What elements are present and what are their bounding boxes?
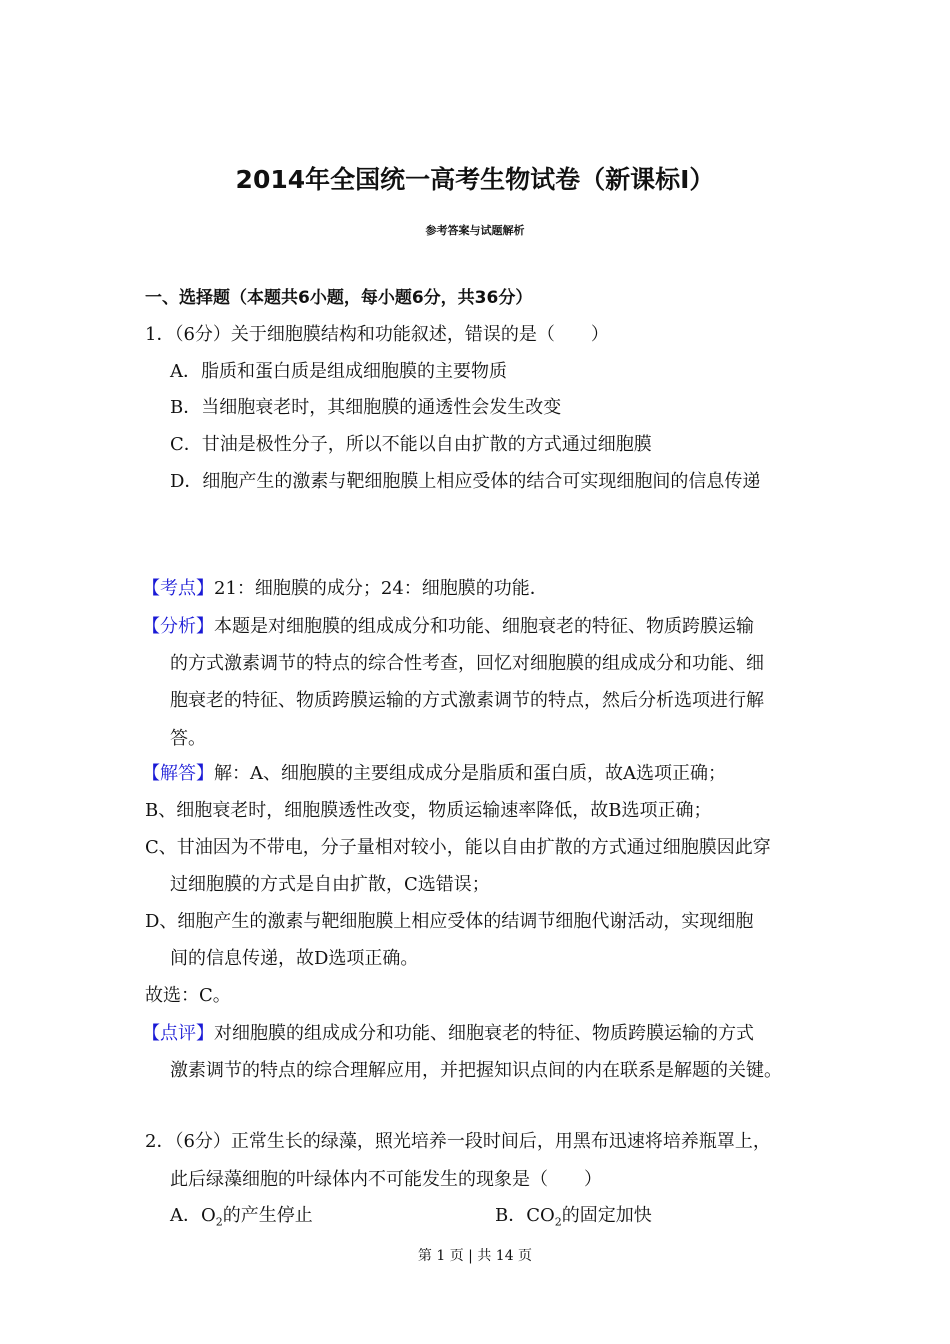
fenxi-text: 答。 (170, 728, 206, 749)
section-heading: 一、选择题（本题共6小题，每小题6分，共36分） (145, 288, 533, 308)
fenxi-text: 本题是对细胞膜的组成成分和功能、细胞衰老的特征、物质跨膜运输 (214, 616, 754, 637)
q1-option-b: B．当细胞衰老时，其细胞膜的通透性会发生改变 (170, 397, 562, 418)
page-footer: 第 1 页 | 共 14 页 (417, 1248, 533, 1264)
jieda-text: 间的信息传递，故D选项正确。 (170, 948, 419, 969)
kaodian-text: 21：细胞膜的成分；24：细胞膜的功能． (214, 578, 548, 599)
kaodian-line (142, 577, 548, 601)
q1-option-d: D．细胞产生的激素与靶细胞膜上相应受体的结合可实现细胞间的信息传递 (170, 471, 761, 492)
jieda-text: B、细胞衰老时，细胞膜透性改变，物质运输速率降低，故B选项正确； (145, 800, 712, 821)
document-title: 2014年全国统一高考生物试卷（新课标Ⅰ） (235, 165, 715, 194)
dianping-tag: 【点评】 (142, 1023, 214, 1044)
q2-option-b: B．$CO_2$的固定加快 (495, 1205, 652, 1229)
answer-choice: 故选：C。 (145, 985, 231, 1006)
q1-stem: 1．（6分）关于细胞膜结构和功能叙述，错误的是（ ） (145, 324, 609, 345)
document-subtitle: 参考答案与试题解析 (425, 224, 525, 237)
jieda-text: D、细胞产生的激素与靶细胞膜上相应受体的结调节细胞代谢活动，实现细胞 (145, 911, 754, 932)
q2-stem: 此后绿藻细胞的叶绿体内不可能发生的现象是（ ） (170, 1169, 602, 1190)
jieda-text: 解：A、细胞膜的主要组成成分是脂质和蛋白质，故A选项正确； (214, 763, 726, 784)
fenxi-line (142, 615, 754, 639)
q2-option-a: A．$O_2$的产生停止 (170, 1205, 313, 1229)
kaodian-tag: 【考点】 (142, 578, 214, 599)
q2-stem: 2．（6分）正常生长的绿藻，照光培养一段时间后，用黑布迅速将培养瓶罩上， (145, 1131, 771, 1152)
jieda-tag: 【解答】 (142, 763, 214, 784)
dianping-text: 对细胞膜的组成成分和功能、细胞衰老的特征、物质跨膜运输的方式 (214, 1023, 754, 1044)
dianping-text: 激素调节的特点的综合理解应用，并把握知识点间的内在联系是解题的关键。 (170, 1060, 782, 1081)
fenxi-tag: 【分析】 (142, 616, 214, 637)
q1-option-a: A．脂质和蛋白质是组成细胞膜的主要物质 (170, 361, 507, 382)
jieda-text: 过细胞膜的方式是自由扩散，C选错误； (170, 874, 490, 895)
q1-option-c: C．甘油是极性分子，所以不能以自由扩散的方式通过细胞膜 (170, 434, 652, 455)
fenxi-text: 胞衰老的特征、物质跨膜运输的方式激素调节的特点，然后分析选项进行解 (170, 690, 764, 711)
fenxi-text: 的方式激素调节的特点的综合性考查，回忆对细胞膜的组成成分和功能、细 (170, 653, 764, 674)
jieda-line (142, 762, 726, 786)
jieda-text: C、甘油因为不带电，分子量相对较小，能以自由扩散的方式通过细胞膜因此穿 (145, 837, 771, 858)
dianping-line (142, 1022, 754, 1046)
